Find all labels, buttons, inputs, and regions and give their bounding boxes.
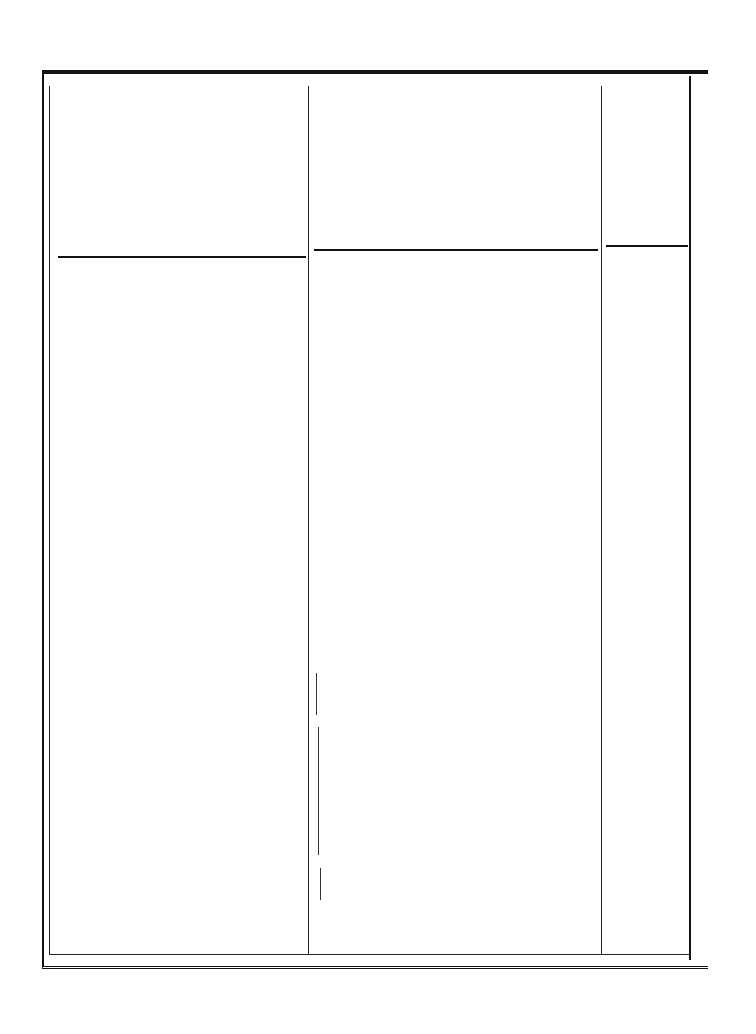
- header-rule-3: [606, 245, 688, 247]
- column-divider-3: [689, 76, 691, 960]
- table-inner: [49, 86, 690, 955]
- column-divider-1: [308, 86, 309, 954]
- brace-antilles: [316, 673, 317, 715]
- header-rule-1: [58, 256, 306, 258]
- column-divider-2: [601, 86, 602, 954]
- brace-ocean-indien: [318, 727, 319, 855]
- header-rule-2: [314, 249, 598, 251]
- brace-indochine: [320, 868, 321, 900]
